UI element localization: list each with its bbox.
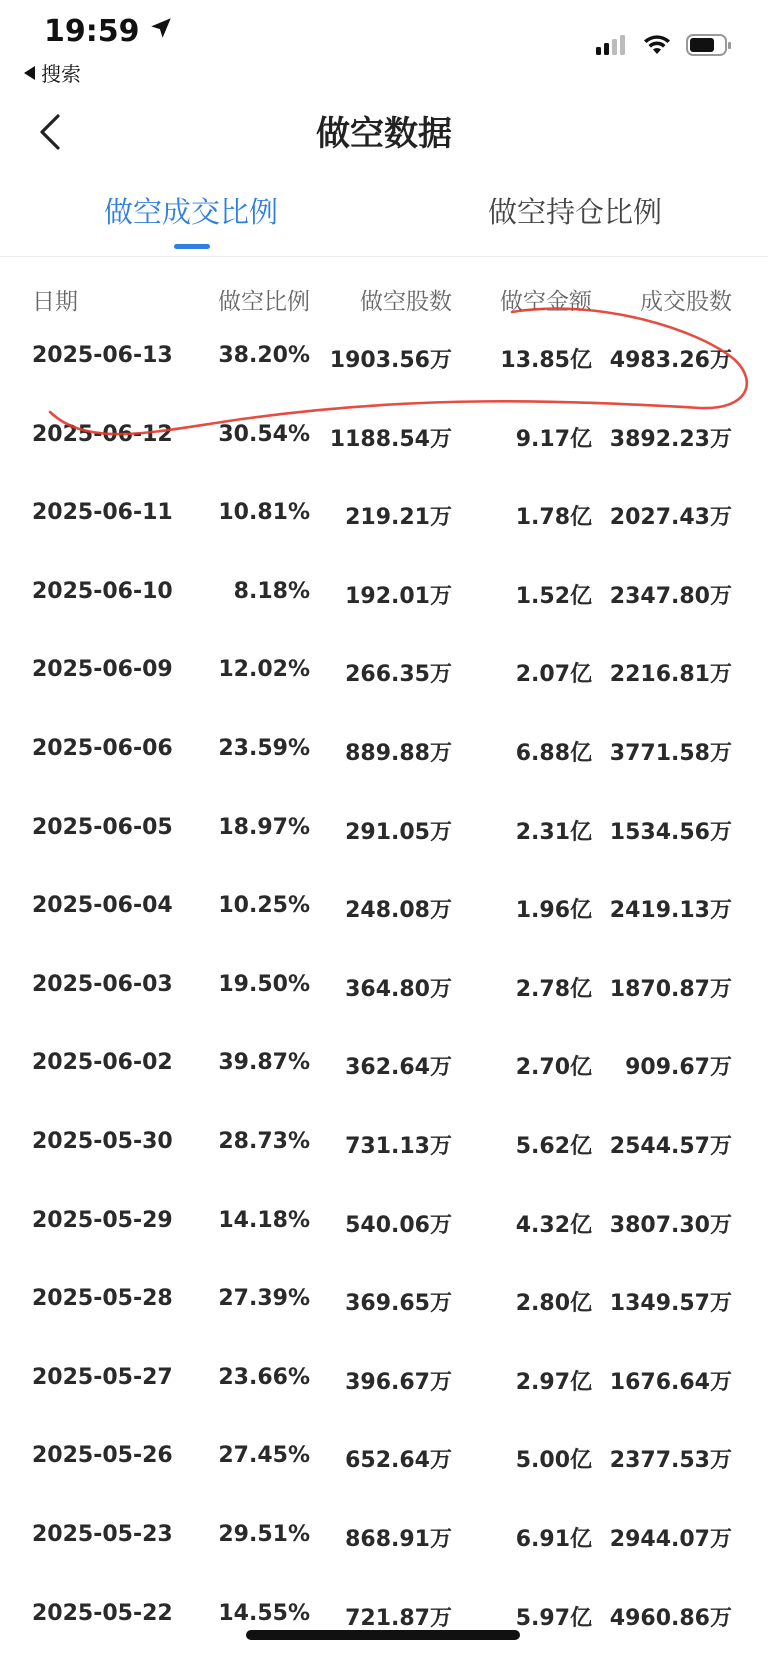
row-date: 2025-05-29	[32, 1207, 173, 1233]
tab-short-position-ratio[interactable]	[462, 190, 688, 256]
header-short-ratio: 做空比例	[218, 289, 310, 315]
table-row[interactable]	[0, 791, 768, 870]
row-date: 2025-05-30	[32, 1128, 173, 1154]
row-short-amount: 1.78亿	[515, 505, 592, 531]
row-short-ratio: 14.55%	[218, 1600, 310, 1626]
row-date: 2025-05-28	[32, 1286, 173, 1312]
row-short-ratio: 10.81%	[218, 500, 310, 526]
table-row[interactable]	[0, 633, 768, 712]
row-short-shares: 731.13万	[345, 1133, 452, 1159]
row-volume-shares: 2377.53万	[609, 1448, 732, 1474]
row-short-ratio: 19.50%	[218, 971, 310, 997]
row-short-amount: 2.80亿	[515, 1291, 592, 1317]
table-row[interactable]	[0, 1026, 768, 1105]
back-triangle-icon	[24, 66, 35, 80]
table-row[interactable]	[0, 555, 768, 634]
row-short-ratio: 18.97%	[218, 814, 310, 840]
row-short-shares: 540.06万	[345, 1212, 452, 1238]
cellular-signal-icon	[596, 34, 628, 60]
row-volume-shares: 4960.86万	[609, 1605, 732, 1631]
row-short-amount: 6.91亿	[515, 1526, 592, 1552]
location-arrow-icon	[148, 14, 174, 49]
table-row[interactable]	[0, 948, 768, 1027]
row-short-shares: 1903.56万	[329, 348, 452, 373]
row-short-shares: 369.65万	[345, 1291, 452, 1317]
tab-active-indicator	[174, 244, 210, 249]
table-row[interactable]	[0, 398, 768, 477]
row-short-ratio: 23.66%	[218, 1364, 310, 1390]
row-short-amount: 2.78亿	[515, 976, 592, 1002]
table-row[interactable]	[0, 1498, 768, 1577]
row-date: 2025-06-06	[32, 735, 173, 761]
tab-bar	[0, 190, 768, 257]
table-row[interactable]	[0, 712, 768, 791]
row-volume-shares: 2216.81万	[609, 662, 732, 688]
row-volume-shares: 2419.13万	[609, 898, 732, 924]
row-short-shares: 721.87万	[345, 1605, 452, 1631]
row-date: 2025-06-02	[32, 1050, 173, 1076]
table-body	[0, 319, 768, 1655]
row-date: 2025-05-22	[32, 1600, 173, 1626]
row-short-shares: 396.67万	[345, 1369, 452, 1395]
row-short-amount: 2.97亿	[515, 1369, 592, 1395]
row-short-ratio: 23.59%	[218, 735, 310, 761]
row-date: 2025-06-13	[32, 343, 173, 368]
row-date: 2025-06-11	[32, 500, 173, 526]
row-short-shares: 868.91万	[345, 1526, 452, 1552]
row-short-amount: 4.32亿	[515, 1212, 592, 1238]
row-short-amount: 5.62亿	[515, 1133, 592, 1159]
row-short-shares: 362.64万	[345, 1055, 452, 1081]
table-row[interactable]	[0, 1419, 768, 1498]
row-volume-shares: 2544.57万	[609, 1133, 732, 1159]
header-volume-shares: 成交股数	[640, 289, 732, 315]
table-row[interactable]	[0, 869, 768, 948]
row-short-ratio: 38.20%	[218, 343, 310, 368]
battery-icon	[686, 34, 732, 60]
tab-label: 做空成交比例	[103, 195, 278, 229]
row-short-amount: 2.07亿	[515, 662, 592, 688]
row-date: 2025-06-12	[32, 421, 173, 447]
table-header	[0, 275, 768, 319]
row-short-shares: 291.05万	[345, 819, 452, 845]
table-row[interactable]	[0, 1341, 768, 1420]
row-short-ratio: 29.51%	[218, 1521, 310, 1547]
table-row[interactable]	[0, 319, 768, 398]
row-volume-shares: 909.67万	[625, 1055, 732, 1081]
row-volume-shares: 1349.57万	[609, 1291, 732, 1317]
row-short-ratio: 14.18%	[218, 1207, 310, 1233]
row-date: 2025-06-05	[32, 814, 173, 840]
row-short-shares: 248.08万	[345, 898, 452, 924]
header-short-shares: 做空股数	[360, 289, 452, 315]
row-short-ratio: 30.54%	[218, 421, 310, 447]
row-volume-shares: 3807.30万	[609, 1212, 732, 1238]
row-date: 2025-06-03	[32, 971, 173, 997]
header-short-amount: 做空金额	[500, 289, 592, 315]
row-volume-shares: 2347.80万	[609, 583, 732, 609]
row-short-ratio: 8.18%	[233, 578, 310, 604]
row-volume-shares: 2027.43万	[609, 505, 732, 531]
row-short-shares: 364.80万	[345, 976, 452, 1002]
row-date: 2025-05-27	[32, 1364, 173, 1390]
row-short-ratio: 27.39%	[218, 1286, 310, 1312]
row-short-amount: 9.17亿	[515, 426, 592, 452]
row-short-shares: 192.01万	[345, 583, 452, 609]
row-short-ratio: 10.25%	[218, 893, 310, 919]
row-short-ratio: 28.73%	[218, 1128, 310, 1154]
row-short-shares: 266.35万	[345, 662, 452, 688]
status-time-text: 19:59	[44, 14, 140, 49]
row-short-shares: 1188.54万	[329, 426, 452, 452]
table-row[interactable]	[0, 1262, 768, 1341]
row-short-ratio: 12.02%	[218, 657, 310, 683]
table-row[interactable]	[0, 476, 768, 555]
row-volume-shares: 3771.58万	[609, 740, 732, 766]
row-short-amount: 6.88亿	[515, 740, 592, 766]
row-short-amount: 2.70亿	[515, 1055, 592, 1081]
home-indicator	[246, 1630, 520, 1640]
row-date: 2025-06-10	[32, 578, 173, 604]
row-short-ratio: 27.45%	[218, 1443, 310, 1469]
table-row[interactable]	[0, 1105, 768, 1184]
row-short-amount: 1.52亿	[515, 583, 592, 609]
row-short-shares: 889.88万	[345, 740, 452, 766]
status-icons	[596, 34, 732, 60]
row-short-amount: 2.31亿	[515, 819, 592, 845]
table-row[interactable]	[0, 1184, 768, 1263]
page-title: 做空数据	[316, 114, 452, 154]
row-date: 2025-05-23	[32, 1521, 173, 1547]
row-volume-shares: 1676.64万	[609, 1369, 732, 1395]
header-date: 日期	[32, 289, 78, 315]
back-to-search-label: 搜索	[41, 62, 81, 86]
row-short-ratio: 39.87%	[218, 1050, 310, 1076]
row-volume-shares: 3892.23万	[609, 426, 732, 452]
row-volume-shares: 1534.56万	[609, 819, 732, 845]
row-short-amount: 1.96亿	[515, 898, 592, 924]
row-short-amount: 13.85亿	[500, 348, 592, 373]
row-date: 2025-06-09	[32, 657, 173, 683]
back-to-search-link[interactable]	[24, 58, 81, 87]
row-short-amount: 5.00亿	[515, 1448, 592, 1474]
status-time	[44, 14, 174, 49]
table-row[interactable]	[0, 1577, 768, 1656]
row-short-shares: 652.64万	[345, 1448, 452, 1474]
tab-label: 做空持仓比例	[487, 195, 662, 229]
row-short-amount: 5.97亿	[515, 1605, 592, 1631]
row-volume-shares: 4983.26万	[609, 348, 732, 373]
row-volume-shares: 1870.87万	[609, 976, 732, 1002]
row-volume-shares: 2944.07万	[609, 1526, 732, 1552]
row-date: 2025-06-04	[32, 893, 173, 919]
row-date: 2025-05-26	[32, 1443, 173, 1469]
row-short-shares: 219.21万	[345, 505, 452, 531]
wifi-icon	[642, 34, 672, 60]
